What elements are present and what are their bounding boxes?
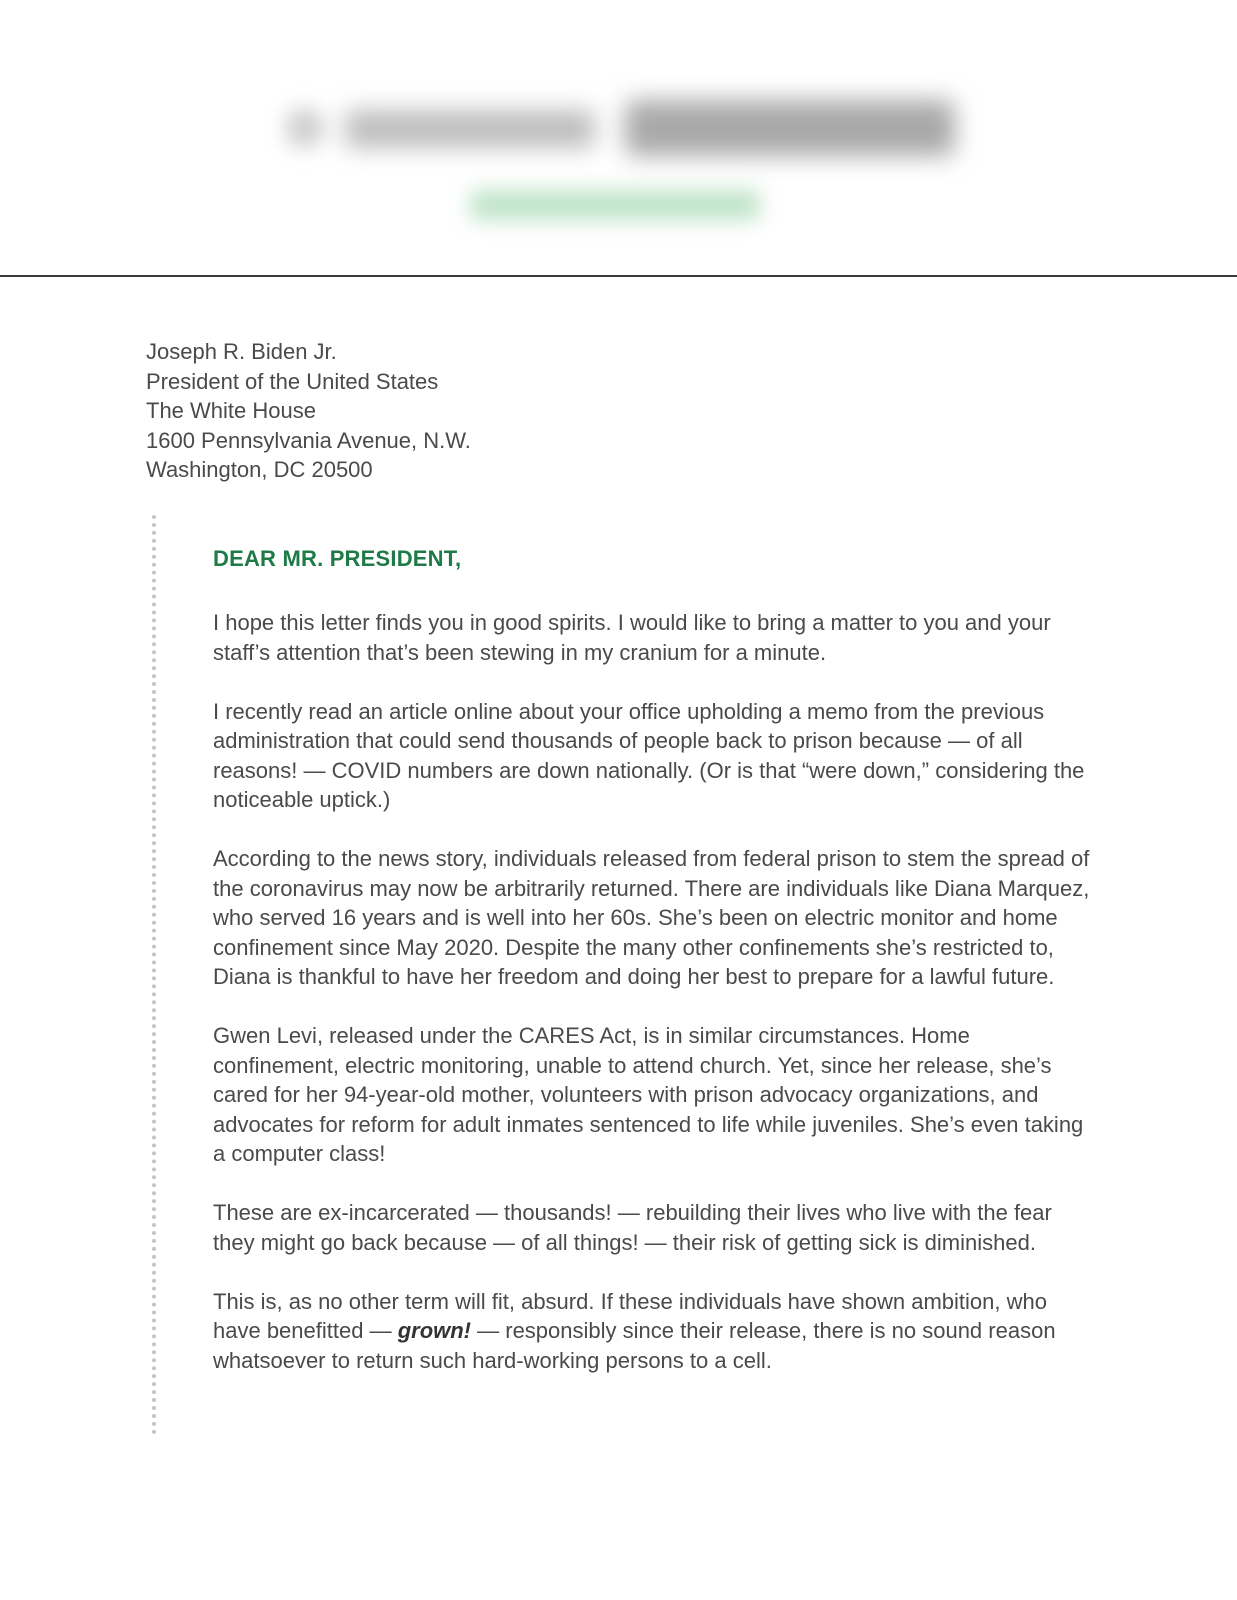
salutation: DEAR MR. PRESIDENT, <box>213 546 462 571</box>
paragraph-1: I hope this letter finds you in good spirits. I would like to bring a matter to you and your staff’s attention that’s been stewing in my cranium for a minute. <box>213 610 1051 665</box>
recipient-office: The White House <box>146 398 316 423</box>
paragraph-6-start: This is, as no other term will fit, absurd. If these individuals have shown ambition, who have benefitted — <box>213 1288 1047 1343</box>
paragraph-6 <box>213 1287 1093 1376</box>
recipient-city: Washington, DC 20500 <box>146 457 373 482</box>
redacted-tagline <box>470 190 760 220</box>
recipient-address <box>146 337 471 485</box>
emphasis-grown: grown! <box>397 1318 472 1343</box>
letter-body <box>213 544 1093 1405</box>
header-divider <box>0 275 1237 277</box>
paragraph-2: I recently read an article online about your office upholding a memo from the previous administration that could send thousands of people back to prison because — of all reasons! — COVID numbers are down nationally. (Or is that “were down,” considering the noticeable uptick.) <box>213 698 1085 812</box>
recipient-street: 1600 Pennsylvania Avenue, N.W. <box>146 427 471 453</box>
recipient-name: Joseph R. Biden Jr. <box>146 339 337 364</box>
dotted-side-rule <box>152 515 156 1435</box>
paragraph-5: These are ex-incarcerated — thousands! — rebuilding their lives who live with the fear they might go back because — of all things! — their risk of getting sick is diminished. <box>213 1200 1052 1255</box>
recipient-title: President of the United States <box>146 368 439 394</box>
redacted-organization-title <box>625 100 955 156</box>
redacted-logo <box>285 108 325 148</box>
paragraph-4: Gwen Levi, released under the CARES Act, is in similar circumstances. Home confinement, electric monitoring, unable to attend church. Yet, since her release, she’s cared for her 94-year-old mother, volunteers with prison advocacy organizations, and advocates for reform for adult inmates sentenced to life while juveniles. She’s even taking a computer class! <box>213 1023 1084 1166</box>
paragraph-3: According to the news story, individuals released from federal prison to stem the spread of the coronavirus may now be arbitrarily returned. There are individuals like Diana Marquez, who served 16 years and is well into her 60s. She’s been on electric monitor and home confinement since May 2020. Despite the many other confinements she’s restricted to, Diana is thankful to have her freedom and doing her best to prepare for a lawful future. <box>213 846 1090 989</box>
paragraph-6-end: — responsibly since their release, there is no sound reason whatsoever to return such hard-working persons to a cell. <box>213 1318 1056 1373</box>
redacted-sender-name <box>345 110 595 148</box>
letterhead-redacted <box>0 0 1237 270</box>
